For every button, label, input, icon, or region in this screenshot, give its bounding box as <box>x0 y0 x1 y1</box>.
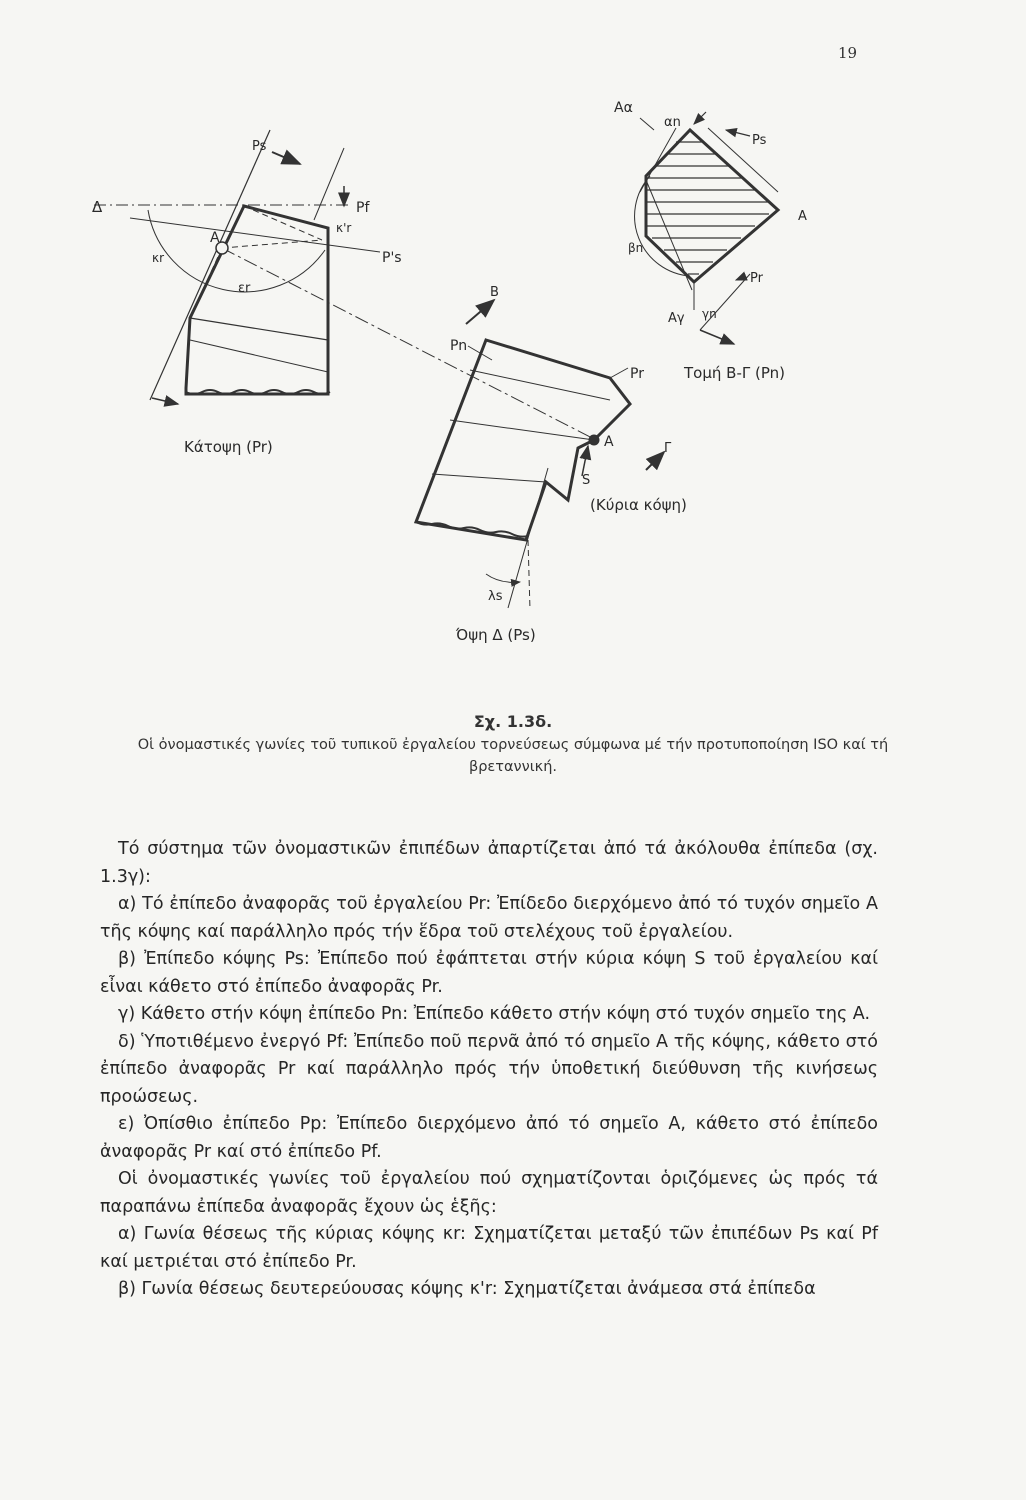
figure-caption: Οἱ ὀνομαστικές γωνίες τοῦ τυπικοῦ ἐργαλείου τορνεύσεως σύμφωνα μέ τήν προτυποποίηση ISO καί τή βρεταννική. <box>137 737 889 775</box>
label-s: S <box>582 473 591 488</box>
paragraph: β) Γωνία θέσεως δευτερεύουσας κόψης κ'r: Σχηματίζεται ἀνάμεσα στά ἐπίπεδα <box>118 1279 816 1299</box>
paragraph: β) Ἐπίπεδο κόψης Ps: Ἐπίπεδο πού ἐφάπτεται στήν κύρια κόψη S τοῦ ἐργαλείου καί εἶναι κάθετο στό ἐπίπεδο ἀναφορᾶς Pr. <box>100 949 878 997</box>
paragraph: γ) Κάθετο στήν κόψη ἐπίπεδο Pn: Ἐπίπεδο κάθετο στήν κόψη στό τυχόν σημεῖο της A. <box>118 1004 871 1024</box>
label-b: B <box>490 285 499 300</box>
technical-figure <box>0 0 1026 700</box>
paragraph: α) Γωνία θέσεως τῆς κύριας κόψης κr: Σχηματίζεται μεταξύ τῶν ἐπιπέδων Ps καί Pf καί μετριέται στό ἐπίπεδο Pr. <box>100 1224 878 1272</box>
label-pf: Pf <box>356 200 370 216</box>
paragraph: α) Τό ἐπίπεδο ἀναφορᾶς τοῦ ἐργαλείου Pr: Ἐπίδεδο διερχόμενο ἀπό τό τυχόν σημεῖο A τῆς κόψης καί παράλληλο πρός τήν ἕδρα τοῦ στελέχους τοῦ ἐργαλείου. <box>100 894 878 942</box>
section-caption: Τομή Β-Γ (Pn) <box>684 364 785 382</box>
plan-view-labels <box>92 139 402 456</box>
label-section-ps: Ps <box>752 133 767 148</box>
paragraph: Οἱ ὀνομαστικές γωνίες τοῦ ἐργαλείου πού σχηματίζονται ὁριζόμενες ὡς πρός τά παραπάνω ἐπίπεδα ἀναφορᾶς ἔχουν ὡς ἑξῆς: <box>100 1169 878 1217</box>
label-ps-point-a: A <box>604 434 614 450</box>
label-section-a: A <box>798 209 807 224</box>
paragraph: Τό σύστημα τῶν ὀνομαστικῶν ἐπιπέδων ἀπαρτίζεται ἀπό τά ἀκόλουθα ἐπίπεδα (σχ. 1.3γ): <box>100 839 878 887</box>
label-aa: Aα <box>614 100 633 116</box>
label-an: αn <box>664 115 681 130</box>
label-ag: Aγ <box>668 311 685 326</box>
body-text <box>100 836 878 1304</box>
section-axis-line <box>222 248 596 440</box>
label-section-pr: Pr <box>750 271 763 286</box>
figure-number: Σχ. 1.3δ. <box>473 712 553 731</box>
label-delta: Δ <box>92 198 103 216</box>
label-kr-prime: κ'r <box>336 221 352 235</box>
label-ps: Ps <box>252 139 267 154</box>
ps-tool-base-wavy <box>416 522 528 537</box>
page-number: 19 <box>838 44 858 62</box>
main-cut-label: (Κύρια κόψη) <box>590 496 687 514</box>
paragraph: δ) Ὑποτιθέμενο ἐνεργό Pf: Ἐπίπεδο ποῦ περνᾶ ἀπό τό σημεῖο A τῆς κόψης, κάθετο στό ἐπίπεδο ἀναφορᾶς Pr καί παράλληλο πρός τήν ὑποθετική διεύθυνση τῆς κινήσεως προώσεως. <box>100 1031 878 1107</box>
label-pn: Pn <box>450 338 468 354</box>
plan-tool-outline <box>186 206 328 394</box>
label-g: Γ <box>664 441 672 456</box>
label-ps-prime: P's <box>382 250 402 266</box>
label-ls: λs <box>488 589 503 604</box>
label-bn: βn <box>628 241 644 255</box>
paragraph: ε) Ὀπίσθιο ἐπίπεδο Pp: Ἐπίπεδο διερχόμενο ἀπό τό σημεῖο A, κάθετο στό ἐπίπεδο ἀναφορᾶς Pr καί στό ἐπίπεδο Pf. <box>100 1114 878 1162</box>
view-ps-caption: Όψη Δ (Ps) <box>456 626 536 644</box>
label-er: εr <box>238 281 251 296</box>
section-outline <box>646 130 778 282</box>
label-gn: γn <box>702 307 717 321</box>
label-kr: κr <box>152 251 165 265</box>
label-point-a: A <box>210 230 220 246</box>
plan-view-pr <box>94 130 596 440</box>
plan-view-caption: Κάτοψη (Pr) <box>184 438 273 456</box>
ps-line <box>150 130 270 400</box>
label-pr: Pr <box>630 366 644 382</box>
section-labels <box>614 100 807 382</box>
